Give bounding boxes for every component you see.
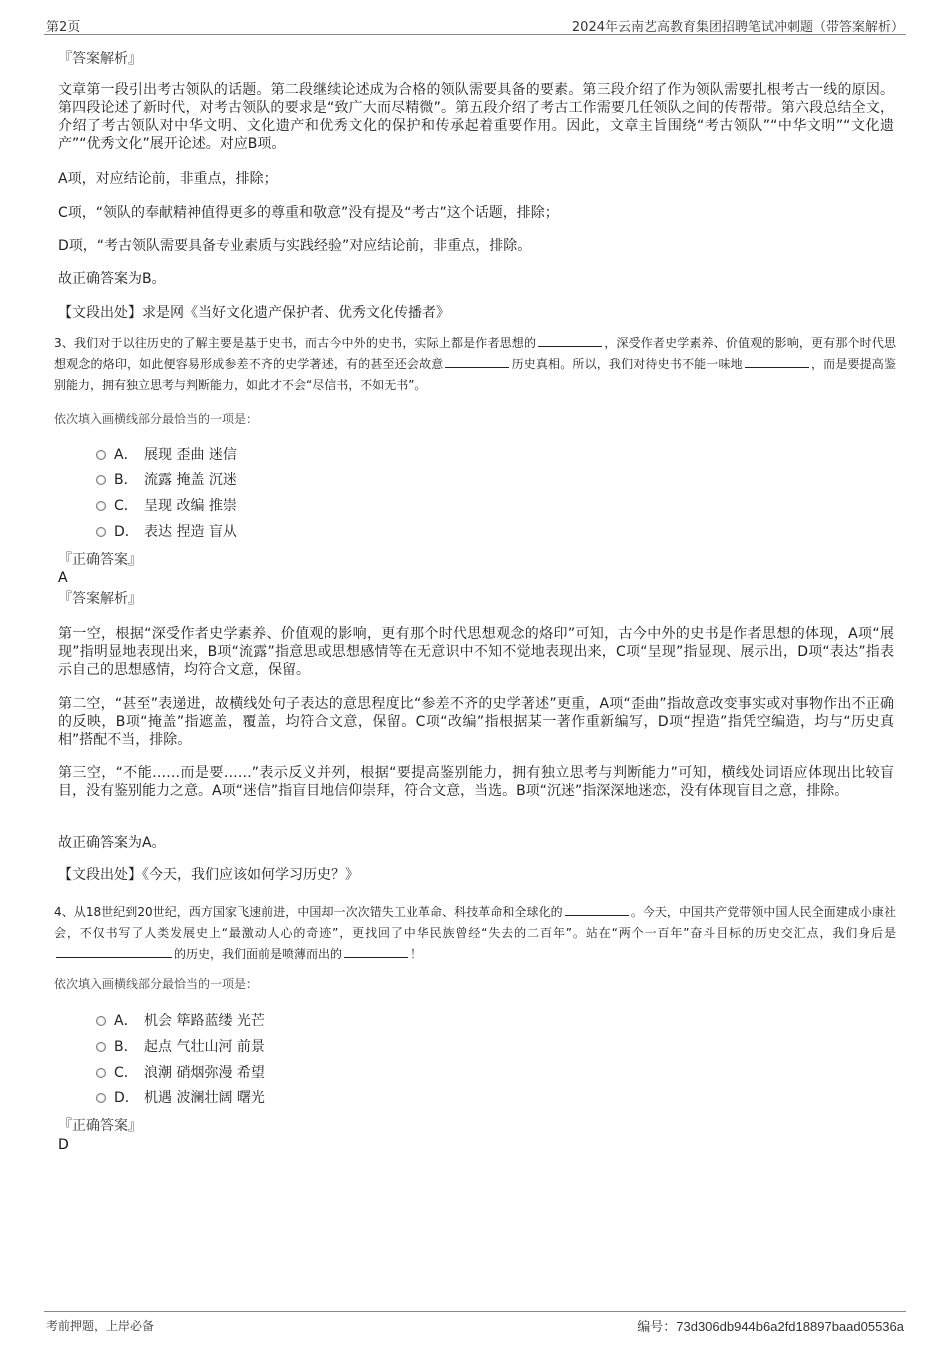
analysis-label: 『答案解析』 — [58, 51, 142, 67]
page-header — [44, 14, 906, 35]
footer-slogan: 考前押题，上岸必备 — [46, 1319, 155, 1333]
q3-option-b[interactable]: B． 流露 掩盖 沉迷 — [96, 471, 237, 489]
blank-3 — [344, 944, 408, 958]
document-code: 编号：73d306db944b6a2fd18897baad05536a — [637, 1319, 904, 1334]
source-citation: 【文段出处】求是网《当好文化遗产保护者、优秀文化传播者》 — [58, 305, 450, 321]
blank-1 — [538, 333, 602, 347]
analysis-option-a: A项，对应结论前，非重点，排除； — [58, 171, 278, 187]
question-3-prompt: 依次填入画横线部分最恰当的一项是： — [54, 412, 259, 426]
correct-answer: A — [58, 570, 68, 586]
page-number: 第2页 — [46, 20, 81, 35]
q4-option-b[interactable]: B． 起点 气壮山河 前景 — [96, 1038, 265, 1056]
conclusion: 故正确答案为A。 — [58, 835, 166, 851]
analysis-option-d: D项，“考古领队需要具备专业素质与实践经验”对应结论前，非重点，排除。 — [58, 238, 532, 254]
correct-answer-label: 『正确答案』 — [58, 552, 142, 568]
source-citation: 【文段出处】《今天，我们应该如何学习历史？》 — [58, 867, 359, 883]
q4-option-c[interactable]: C． 浪潮 硝烟弥漫 希望 — [96, 1064, 265, 1082]
analysis-paragraph: 文章第一段引出考古领队的话题。第二段继续论述成为合格的领队需要具备的要素。第三段介绍了作为领队需要扎根考古一线的原因。第四段论述了新时代，对考古领队的要求是“致广大而尽精微”。第五段介绍了考古工作需要几任领队之间的传帮带。第六段总结全文，介绍了考古领队对中华文明、文化遗产和优秀文化的保护和传承起着重要作用。因此，文章主旨围绕“考古领队”“中华文明”“文化遗产”“优秀文化”展开论述。对应B项。 — [58, 82, 894, 152]
blank-1 — [565, 902, 629, 916]
radio-icon[interactable] — [96, 1093, 106, 1103]
blank-2 — [445, 354, 509, 368]
q4-option-d[interactable]: D． 机遇 波澜壮阔 曙光 — [96, 1089, 265, 1107]
blank-2 — [56, 944, 172, 958]
document-title: 2024年云南艺高教育集团招聘笔试冲刺题（带答案解析） — [571, 20, 904, 35]
conclusion: 故正确答案为B。 — [58, 271, 166, 287]
analysis-blank-1: 第一空，根据“深受作者史学素养、价值观的影响，更有那个时代思想观念的烙印”可知，古今中外的史书是作者思想的体现，A项“展现”指明显地表现出来，B项“流露”指意思或思想感情等在无意识中不知不觉地表现出来，C项“呈现”指显现、展示出，D项“表达”指表示自己的思想感情，均符合文意，保留。 — [58, 626, 894, 678]
blank-3 — [745, 354, 809, 368]
q3-option-a[interactable]: A． 展现 歪曲 迷信 — [96, 446, 237, 464]
analysis-blank-2: 第二空，“甚至”表递进，故横线处句子表达的意思程度比“参差不齐的史学著述”更重，A项“歪曲”指故意改变事实或对事物作出不正确的反映，B项“掩盖”指遮盖，覆盖，均符合文意，保留。C项“改编”指根据某一著作重新编写，D项“捏造”指凭空编造，均与“历史真相”搭配不当，排除。 — [58, 696, 894, 748]
radio-icon[interactable] — [96, 1068, 106, 1078]
analysis-blank-3: 第三空，“不能……而是要……”表示反义并列，根据“要提高鉴别能力，拥有独立思考与判断能力”可知，横线处词语应体现出比较盲目，没有鉴别能力之意。A项“迷信”指盲目地信仰崇拜，符合文意，当选。B项“沉迷”指深深地迷恋，没有体现盲目之意，排除。 — [58, 765, 894, 799]
radio-icon[interactable] — [96, 501, 106, 511]
radio-icon[interactable] — [96, 1042, 106, 1052]
radio-icon[interactable] — [96, 527, 106, 537]
question-4-stem: 4、从18世纪到20世纪，西方国家飞速前进，中国却一次次错失工业革命、科技革命和全球化的 。今天，中国共产党带领中国人民全面建成小康社会，不仅书写了人类发展史上“最激动人心的奇迹”，更找回了中华民族曾经“失去的二百年”。站在“两个一百年”奋斗目标的历史交汇点，我们身后是的历史，我们面前是喷薄而出的 ！ — [54, 902, 896, 965]
analysis-label: 『答案解析』 — [58, 591, 142, 607]
analysis-option-c: C项，“领队的奉献精神值得更多的尊重和敬意”没有提及“考古”这个话题，排除； — [58, 205, 559, 221]
radio-icon[interactable] — [96, 1016, 106, 1026]
correct-answer: D — [58, 1137, 69, 1153]
q3-option-c[interactable]: C． 呈现 改编 推崇 — [96, 497, 237, 515]
question-4-prompt: 依次填入画横线部分最恰当的一项是： — [54, 977, 259, 991]
q4-option-a[interactable]: A． 机会 筚路蓝缕 光芒 — [96, 1012, 265, 1030]
q3-option-d[interactable]: D． 表达 捏造 盲从 — [96, 523, 237, 541]
correct-answer-label: 『正确答案』 — [58, 1118, 142, 1134]
question-3-stem: 3、我们对于以往历史的了解主要是基于史书，而古今中外的史书，实际上都是作者思想的 ，深受作者史学素养、价值观的影响，更有那个时代思想观念的烙印，如此便容易形成参差不齐的史学著述，有的甚至还会故意 历史真相。所以，我们对待史书不能一味地 ，而是要提高鉴别能力，拥有独立思考与判断能力，如此才不会“尽信书，不如无书”。 — [54, 333, 896, 396]
radio-icon[interactable] — [96, 475, 106, 485]
radio-icon[interactable] — [96, 450, 106, 460]
page-footer — [44, 1311, 906, 1336]
